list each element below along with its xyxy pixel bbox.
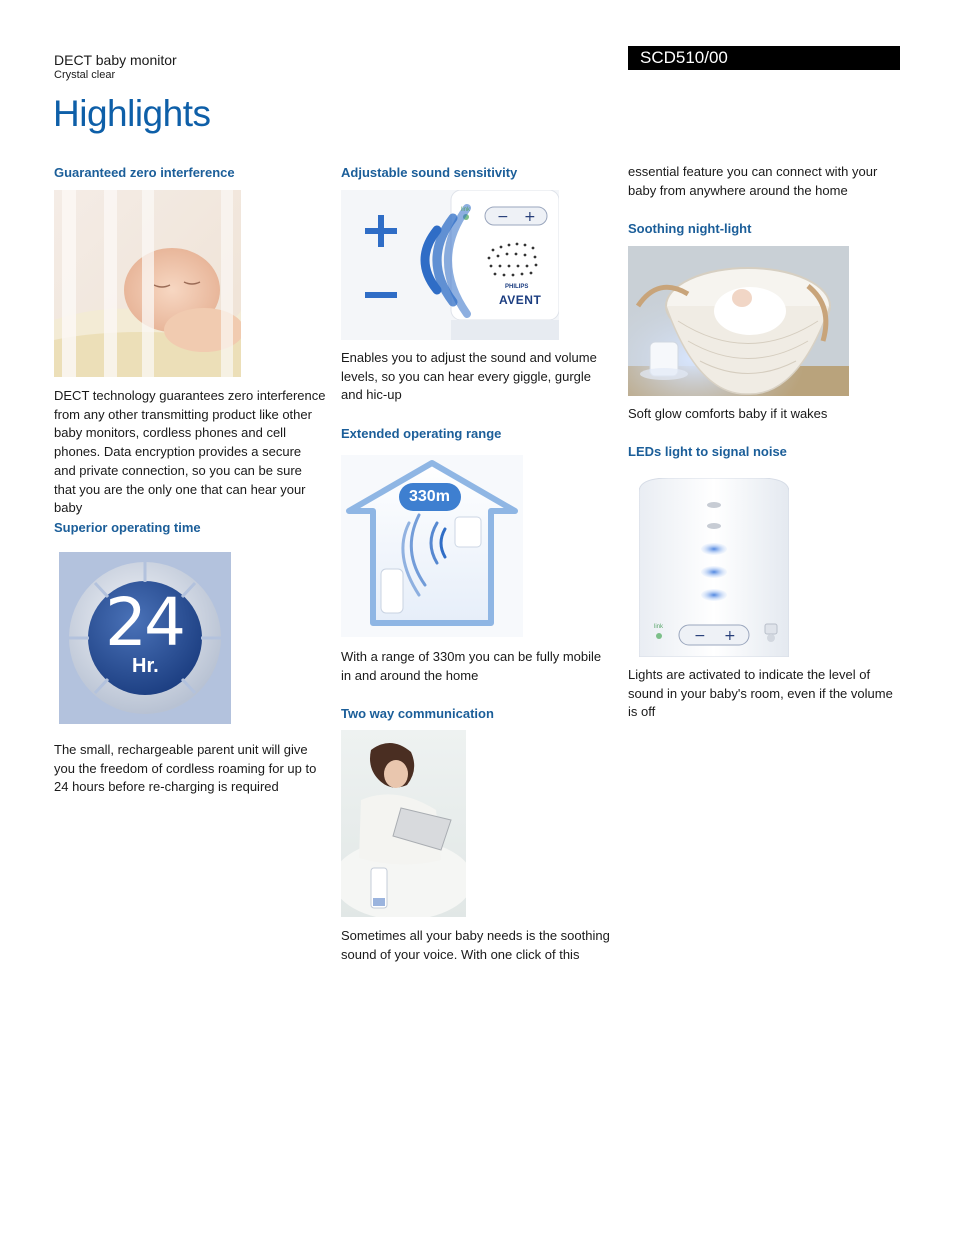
svg-text:−: −	[497, 209, 509, 225]
section-title-operating-time: Superior operating time	[54, 520, 201, 535]
range-label: 330m	[409, 488, 450, 505]
mother-reading-image	[341, 730, 466, 917]
badge-number: 24	[105, 584, 183, 661]
sleeping-baby-image	[54, 190, 241, 377]
section-title-sound-sensitivity: Adjustable sound sensitivity	[341, 165, 518, 180]
operating-range-image	[341, 455, 523, 637]
night-light-image	[628, 246, 849, 396]
section-title-two-way: Two way communication	[341, 706, 494, 721]
leds-device-image	[639, 478, 789, 657]
page-heading: Highlights	[53, 93, 211, 134]
two-way-text-part1: Sometimes all your baby needs is the soothing sound of your voice. With one click of this	[341, 928, 610, 962]
svg-text:+: +	[524, 209, 536, 225]
product-name: DECT baby monitor	[54, 52, 177, 68]
section-title-night-light: Soothing night-light	[628, 221, 752, 236]
svg-text:+: +	[724, 628, 736, 644]
product-subtitle: Crystal clear	[54, 69, 116, 81]
two-way-text-part2: essential feature you can connect with your baby from anywhere around the home	[628, 164, 878, 198]
device-link-label: link	[461, 207, 471, 213]
operating-range-text: With a range of 330m you can be fully mobile in and around the home	[341, 649, 602, 683]
device-brand: PHILIPS	[505, 284, 529, 290]
section-title-operating-range: Extended operating range	[341, 426, 502, 441]
sound-sensitivity-image	[341, 190, 559, 340]
section-title-leds: LEDs light to signal noise	[628, 444, 787, 459]
night-light-text: Soft glow comforts baby if it wakes	[628, 406, 828, 421]
leds-device-link-label: link	[654, 624, 664, 630]
zero-interference-text: DECT technology guarantees zero interference from any other transmitting product like other baby monitors, cordless phones and cell phones. Data encryption provides a secure and private connection, so you can be sure that you are the only one that can hear your baby	[54, 388, 326, 516]
badge-unit: Hr.	[132, 655, 159, 677]
device-sub-brand: AVENT	[499, 293, 542, 307]
section-title-zero-interference: Guaranteed zero interference	[54, 165, 235, 180]
svg-text:−: −	[694, 628, 706, 644]
sound-sensitivity-text: Enables you to adjust the sound and volume levels, so you can hear every giggle, gurgle and hic-up	[341, 350, 597, 403]
model-number-bar: SCD510/00	[628, 46, 900, 70]
24-hour-badge-image	[59, 552, 231, 724]
operating-time-text: The small, rechargeable parent unit will give you the freedom of cordless roaming for up to 24 hours before re-charging is required	[54, 742, 317, 795]
leds-text: Lights are activated to indicate the level of sound in your baby's room, even if the volume is off	[628, 667, 893, 720]
